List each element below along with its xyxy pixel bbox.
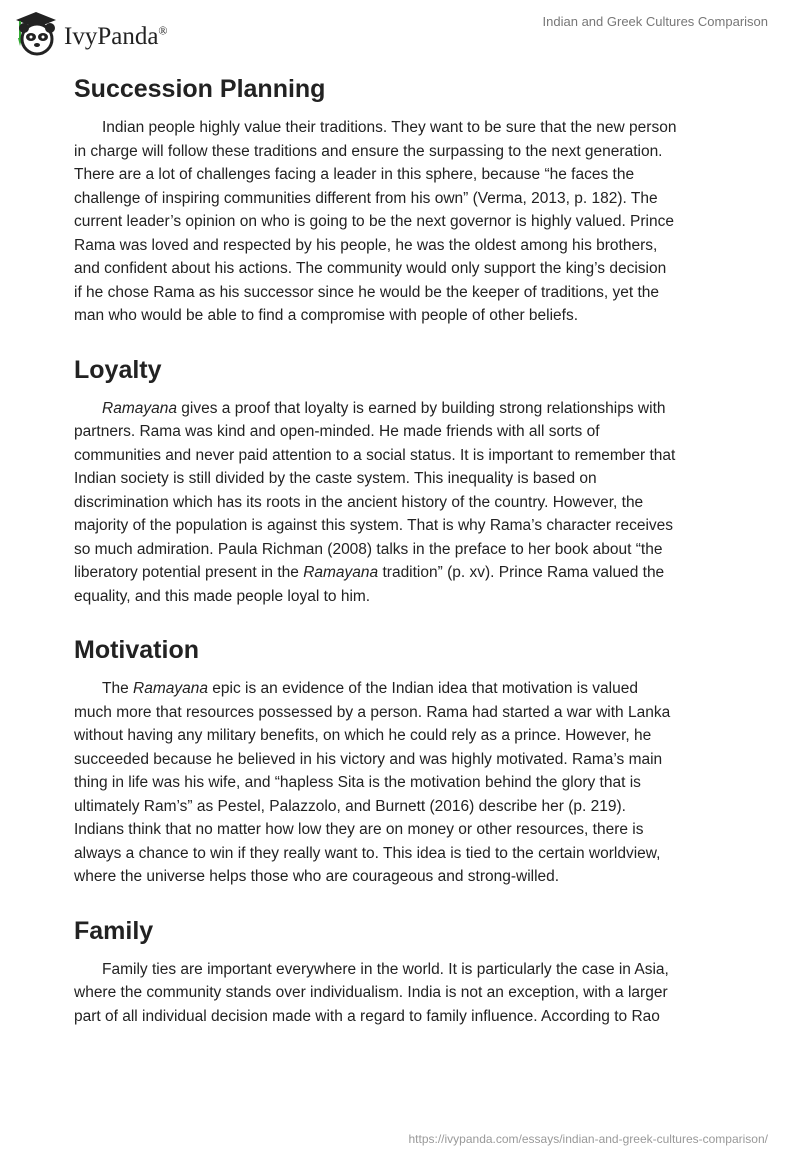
text-segment: so much admiration. Paula Richman (2008) talks in the preface to her book about “the bbox=[74, 540, 663, 558]
section-heading: Succession Planning bbox=[74, 75, 326, 103]
text-line bbox=[74, 163, 754, 187]
italic-title: Ramayana bbox=[133, 680, 208, 697]
text-line bbox=[74, 981, 754, 1005]
text-line bbox=[74, 865, 754, 889]
text-line bbox=[74, 748, 754, 772]
text-line bbox=[74, 210, 754, 234]
text-line bbox=[74, 467, 754, 491]
text-line bbox=[74, 187, 754, 211]
text-segment: tradition” (p. xv). Prince Rama valued the bbox=[378, 564, 665, 581]
text-line bbox=[74, 701, 754, 725]
text-segment: liberatory potential present in the bbox=[74, 564, 304, 581]
section-heading: Motivation bbox=[74, 636, 199, 664]
text-segment: where the community stands over individualism. India is not an exception, with a larger bbox=[74, 984, 668, 1001]
text-segment: without having any military benefits, on which he could rely as a prince. However, he bbox=[74, 727, 652, 744]
text-line bbox=[74, 514, 754, 538]
text-line bbox=[74, 420, 754, 444]
text-line bbox=[74, 538, 754, 562]
text-line bbox=[74, 958, 754, 982]
text-segment: discrimination which has its roots in the ancient history of the country. However, the bbox=[74, 493, 644, 511]
text-line bbox=[74, 397, 754, 421]
logo-wordmark: IvyPanda bbox=[64, 23, 159, 50]
text-segment: much more that resources possessed by a person. Rama had started a war with Lanka bbox=[74, 703, 671, 721]
text-segment: The bbox=[102, 680, 134, 697]
text-line bbox=[74, 304, 754, 328]
paragraph bbox=[74, 116, 754, 328]
text-segment: gives a proof that loyalty is earned by building strong relationships with bbox=[176, 399, 666, 417]
text-segment: partners. Rama was kind and open-minded. He made friends with all sorts of bbox=[74, 423, 600, 440]
text-segment: part of all individual decision made with a regard to family influence. According to Rao bbox=[74, 1007, 660, 1025]
text-line bbox=[74, 281, 754, 305]
text-line bbox=[74, 677, 754, 701]
footer-url: https://ivypanda.com/essays/indian-and-greek-cultures-comparison/ bbox=[408, 1132, 768, 1146]
text-line bbox=[74, 140, 754, 164]
paragraph bbox=[74, 397, 754, 609]
text-segment: Indian people highly value their traditions. They want to be sure that the new person bbox=[102, 119, 677, 136]
text-segment: majority of the population is against this system. That is why Rama’s character receives bbox=[74, 517, 674, 534]
text-segment: communities and never paid attention to a social status. It is important to remember that bbox=[74, 446, 676, 464]
section-heading: Family bbox=[74, 916, 154, 945]
text-line bbox=[74, 116, 754, 140]
text-line bbox=[74, 234, 754, 258]
text-line bbox=[74, 1005, 754, 1029]
text-segment: Indians think that no matter how low they are on money or other resources, there is bbox=[74, 821, 644, 838]
essay-content bbox=[74, 70, 754, 1051]
text-line bbox=[74, 561, 754, 585]
text-segment: Rama was loved and respected by his people, he was the oldest among his brothers, bbox=[74, 236, 658, 254]
italic-title: Ramayana bbox=[102, 399, 177, 417]
italic-title: Ramayana bbox=[303, 564, 379, 581]
text-line bbox=[74, 842, 754, 866]
text-segment: ultimately Ram’s” as Pestel, Palazzolo, and Burnett (2016) describe her (p. 219). bbox=[74, 797, 626, 815]
registered-mark: ® bbox=[158, 23, 168, 38]
text-segment: always a chance to win if they really want to. This idea is tied to the certain worldview, bbox=[74, 844, 661, 862]
text-segment: epic is an evidence of the Indian idea that motivation is valued bbox=[207, 680, 638, 697]
text-line bbox=[74, 444, 754, 468]
text-line bbox=[74, 585, 754, 609]
document-title: Indian and Greek Cultures Comparison bbox=[542, 14, 768, 29]
text-line bbox=[74, 257, 754, 281]
text-segment: challenge of inspiring communities different from his own” (Verma, 2013, p. 182). The bbox=[74, 189, 658, 207]
text-segment: if he chose Rama as his successor since he would be the keeper of traditions, yet the bbox=[74, 283, 660, 301]
logo-text bbox=[64, 23, 168, 51]
text-line bbox=[74, 818, 754, 842]
text-line bbox=[74, 491, 754, 515]
text-segment: where the universe helps those who are courageous and strong-willed. bbox=[74, 868, 560, 885]
text-segment: in charge will follow these traditions and ensure the surpassing to the next generation. bbox=[74, 142, 663, 160]
text-segment: and confident about his actions. The community would only support the king’s decision bbox=[74, 260, 667, 277]
text-line bbox=[74, 724, 754, 748]
text-line bbox=[74, 771, 754, 795]
ivypanda-logo[interactable] bbox=[12, 8, 168, 56]
text-segment: thing in life was his wife, and “hapless Sita is the motivation behind the glory that is bbox=[74, 774, 641, 791]
text-segment: succeeded because he believed in his victory and was highly motivated. Rama’s main bbox=[74, 750, 663, 768]
paragraph bbox=[74, 677, 754, 889]
text-segment: current leader’s opinion on who is going to be the next governor is highly valued. Prince bbox=[74, 213, 674, 230]
text-segment: equality, and this made people loyal to him. bbox=[74, 587, 371, 605]
text-line bbox=[74, 795, 754, 819]
text-segment: Indian society is still divided by the caste system. This inequality is based on bbox=[74, 470, 597, 487]
text-segment: Family ties are important everywhere in the world. It is particularly the case in Asia, bbox=[102, 960, 669, 978]
text-segment: man who would be able to find a compromise with people of other beliefs. bbox=[74, 307, 579, 324]
panda-graduate-icon bbox=[12, 8, 60, 56]
text-segment: There are a lot of challenges facing a leader in this sphere, because “he faces the bbox=[74, 166, 635, 183]
section-heading: Loyalty bbox=[74, 355, 162, 384]
paragraph bbox=[74, 958, 754, 1029]
